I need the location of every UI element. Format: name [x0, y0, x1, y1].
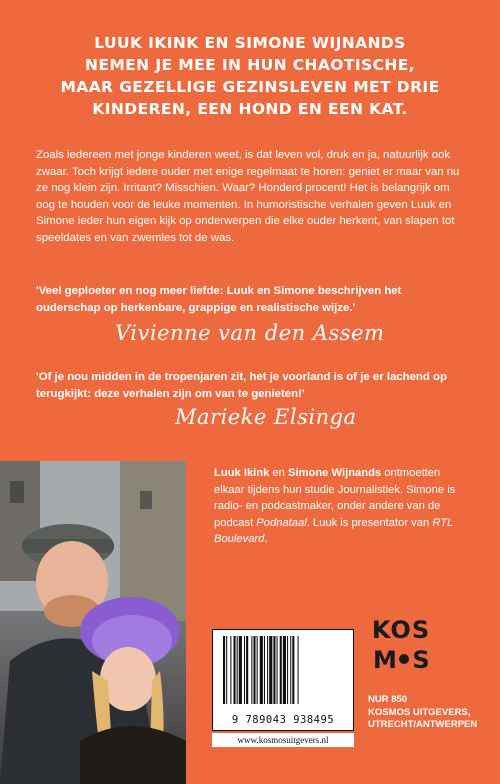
- barcode-bar: [257, 636, 258, 704]
- isbn-barcode: [212, 629, 354, 731]
- bio-text-1: en: [269, 467, 288, 479]
- barcode-bar: [298, 636, 299, 704]
- review-author-1: Vivienne van den Assem: [115, 321, 385, 345]
- logo-text-top: KOS: [371, 616, 431, 644]
- barcode-bar: [234, 636, 236, 704]
- barcode-bar: [264, 636, 265, 704]
- podcast-title: Podnataal: [256, 516, 307, 529]
- bio-text-3: . Luuk is presentator van: [306, 516, 433, 529]
- barcode-bar: [244, 636, 245, 704]
- logo-dot-icon: [399, 654, 409, 664]
- logo-text-s: S: [412, 646, 430, 674]
- barcode-bar: [277, 636, 278, 704]
- barcode-bars: [213, 630, 353, 710]
- publisher-website: www.kosmosuitgevers.nl: [212, 733, 354, 747]
- nur-code: NUR 850: [368, 694, 408, 705]
- barcode-bar: [292, 636, 294, 704]
- review-author-2: Marieke Elsinga: [175, 405, 357, 429]
- kosmos-logo: [366, 614, 436, 676]
- barcode-bar: [230, 636, 231, 704]
- barcode-bar: [251, 636, 252, 704]
- bio-text-4: .: [264, 533, 268, 546]
- publisher-name: KOSMOS UITGEVERS,: [368, 706, 471, 718]
- author-bio: [214, 465, 472, 548]
- barcode-bar: [237, 636, 238, 704]
- barcode-bar: [226, 636, 227, 704]
- publisher-info: [368, 694, 488, 732]
- author-name-1: Luuk Ikink: [214, 467, 270, 479]
- barcode-bar: [267, 636, 268, 704]
- bio-text-2: ontmoetten elkaar tijdens hun studie Journalistiek. Simone is radio- en podcastmaker, onder andere van de podcast: [214, 467, 456, 529]
- logo-text-m: M: [373, 646, 397, 674]
- review-quote-1: 'Veel geploeter en nog meer liefde: Luuk en Simone beschrijven het ouderschap op herkenbare, grappige en realistische wijze.': [36, 285, 402, 314]
- barcode-bar: [260, 636, 263, 704]
- publisher-location: UTRECHT/ANTWERPEN: [368, 719, 478, 730]
- author-name-2: Simone Wijnands: [288, 467, 382, 479]
- barcode-bar: [287, 636, 288, 704]
- author-photo: [0, 461, 186, 784]
- barcode-bar: [223, 636, 225, 704]
- barcode-bar: [239, 636, 242, 704]
- barcode-bar: [290, 636, 291, 704]
- barcode-bar: [269, 636, 272, 704]
- barcode-bar: [283, 636, 286, 704]
- barcode-bar: [246, 636, 248, 704]
- show-title: RTL Boulevard: [214, 516, 454, 546]
- barcode-bar: [280, 636, 282, 704]
- isbn-number: 9 789043 938495: [231, 714, 335, 726]
- barcode-bar: [253, 636, 255, 704]
- blurb-paragraph: Zoals iedereen met jonge kinderen weet, is dat leven vol, druk en ja, natuurlijk ook zwaar. Toch krijgt iedere ouder met enige regelmaat te horen: geniet er maar van nu ze nog klein zijn. Irritant? Misschien. Waar? Honderd procent! Het is belangrijk om oog te houden voor de leuke momenten. In humoristische verhalen geven Luuk en Simone ieder hun eigen kijk op onderwerpen die elke ouder herkent, van slapen tot speeldates en van zwemles tot de was.: [36, 149, 460, 244]
- back-cover-headline: LUUK IKINK EN SIMONE WIJNANDS NEMEN JE MEE IN HUN CHAOTISCHE, MAAR GEZELLIGE GEZINSLEVEN MET DRIE KINDEREN, EEN HOND EN EEN KAT.: [60, 34, 440, 118]
- review-quote-2: 'Of je nou midden in de tropenjaren zit, het je voorland is of je er lachend op terugkijkt: deze verhalen zijn om van te genieten!': [36, 371, 447, 400]
- barcode-bar: [273, 636, 275, 704]
